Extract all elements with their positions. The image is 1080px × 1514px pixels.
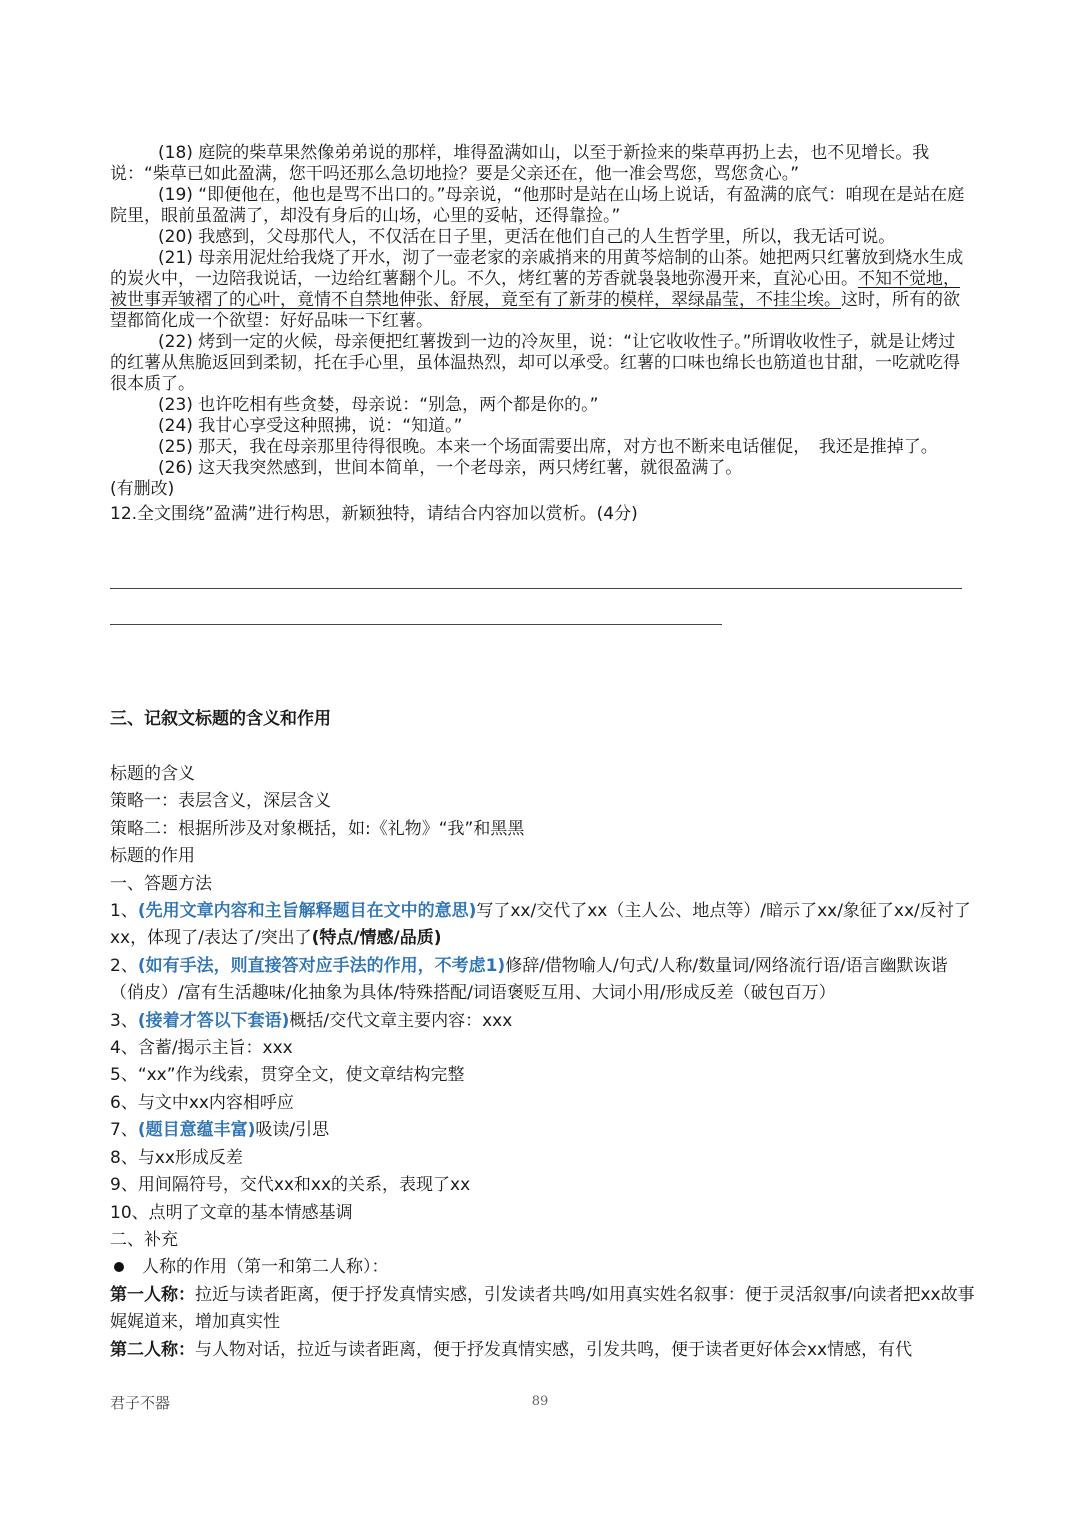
item-3-hint: (接着才答以下套语) (137, 1010, 290, 1031)
meaning-title: 标题的含义 (110, 764, 195, 784)
item-7-text: 吸读/引思 (255, 1120, 330, 1141)
paragraph-26: (26) 这天我突然感到，世间本简单，一个老母亲，两只烤红薯，就很盈满了。 (158, 458, 743, 478)
title-methods-list (110, 761, 980, 1364)
paragraph-24: (24) 我甘心享受这种照拂，说：“知道。” (158, 416, 463, 436)
item-3-text: 概括/交代文章主要内容：xxx (289, 1010, 513, 1031)
item-1-hint: (先用文章内容和主旨解释题目在文中的意思) (137, 901, 477, 922)
paragraph-21 (110, 248, 970, 332)
paragraph-22: (22) 烤到一定的火候，母亲便把红薯拨到一边的冷灰里，说：“让它收收性子。”所谓收收性子，就是让烤过的红薯从焦脆返回到柔韧，托在手心里，虽体温热烈，却可以承受。红薯的口味也绵长也筋道也甘甜，一吃就吃得很本质了。 (110, 332, 960, 394)
paragraph-25: (25) 那天，我在母亲那里待得很晚。本来一个场面需要出席，对方也不断来电话催促， 我还是推掉了。 (158, 437, 938, 457)
bullet-dot-icon (114, 1262, 124, 1272)
supplement-title: 二、补充 (110, 1229, 178, 1250)
paragraph-21-text-b: 这时，所有的欲望都简化成一个欲望：好好品味一下红薯。 (110, 290, 960, 331)
item-4: 4、含蓄/揭示主旨：xxx (110, 1038, 293, 1059)
strategy-1: 策略一：表层含义，深层含义 (110, 791, 331, 812)
item-1-number: 1、 (110, 901, 138, 922)
paragraph-21-underlined: 不知不觉地，被世事弄皱褶了的心叶，竟情不自禁地伸张、舒展，竟至有了新芽的模样，翠绿晶莹，不挂尘埃。 (110, 269, 960, 310)
second-person-text: 与人物对话，拉近与读者距离，便于抒发真情实感，引发共鸣，便于读者更好体会xx情感，有代 (195, 1339, 913, 1360)
page-number: 89 (531, 1394, 549, 1409)
edit-note: (有删改) (110, 479, 175, 499)
item-5: 5、“xx”作为线索，贯穿全文，使文章结构完整 (110, 1065, 465, 1086)
answer-line-1[interactable] (110, 588, 962, 589)
item-7-number: 7、 (110, 1120, 138, 1141)
paragraph-23: (23) 也许吃相有些贪婪，母亲说：“别急，两个都是你的。” (158, 395, 599, 415)
function-title: 标题的作用 (110, 846, 195, 867)
first-person-item (110, 1282, 980, 1337)
bullet-item (110, 1254, 980, 1281)
second-person-item (110, 1337, 980, 1364)
paragraph-21-text-a: (21) 母亲用泥灶给我烧了开水，沏了一壶老家的亲戚捎来的用黄芩焙制的山茶。她把两只红薯放到烧水生成的炭火中，一边陪我说话，一边给红薯翻个儿。不久，烤红薯的芳香就袅袅地弥漫开来，直沁心田。 (110, 248, 964, 289)
item-6: 6、与文中xx内容相呼应 (110, 1092, 294, 1113)
item-1-bold: (特点/情感/品质) (311, 928, 442, 949)
bullet-text: 人称的作用（第一和第二人称）： (142, 1257, 389, 1278)
paragraph-19: (19) “即便他在，他也是骂不出口的。”母亲说，“他那时是站在山场上说话，有盈满的底气：咱现在是站在庭院里，眼前虽盈满了，却没有身后的山场，心里的妥帖，还得靠捡。” (110, 185, 965, 226)
item-2 (110, 953, 980, 1008)
footer-motto: 君子不器 (110, 1394, 171, 1412)
item-9: 9、用间隔符号，交代xx和xx的关系，表现了xx (110, 1175, 471, 1196)
item-7-hint: (题目意蕴丰富) (137, 1120, 256, 1141)
question-12: 12.全文围绕”盈满”进行构思，新颖独特，请结合内容加以赏析。(4分) (110, 504, 638, 524)
item-3 (110, 1008, 980, 1035)
method-title: 一、答题方法 (110, 873, 212, 894)
item-2-number: 2、 (110, 955, 138, 976)
strategy-2: 策略二：根据所涉及对象概括，如:《礼物》“我”和黑黑 (110, 818, 525, 839)
first-person-text: 拉近与读者距离，便于抒发真情实感，引发读者共鸣/如用真实姓名叙事：便于灵活叙事/向读者把xx故事娓娓道来，增加真实性 (110, 1284, 975, 1333)
item-1 (110, 898, 980, 953)
item-8: 8、与xx形成反差 (110, 1147, 243, 1168)
item-7 (110, 1117, 980, 1144)
item-10: 10、点明了文章的基本情感基调 (110, 1202, 353, 1223)
item-2-text: 修辞/借物喻人/句式/人称/数量词/网络流行语/语言幽默诙谐（俏皮）/富有生活趣味/化抽象为具体/特殊搭配/词语褒贬互用、大词小用/形成反差（破包百万） (110, 955, 948, 1004)
item-3-number: 3、 (110, 1010, 138, 1031)
item-1-text: 写了xx/交代了xx（主人公、地点等）/暗示了xx/象征了xx/反衬了xx，体现了/表达了/突出了 (110, 901, 971, 949)
answer-line-2[interactable] (110, 624, 722, 625)
first-person-label: 第一人称： (110, 1284, 195, 1305)
section-heading: 三、记叙文标题的含义和作用 (110, 709, 331, 729)
item-2-hint: (如有手法，则直接答对应手法的作用，不考虑1) (137, 955, 506, 976)
second-person-label: 第二人称： (110, 1339, 195, 1360)
paragraph-20: (20) 我感到，父母那代人，不仅活在日子里，更活在他们自己的人生哲学里，所以，我无话可说。 (158, 227, 896, 247)
reading-passage (110, 143, 970, 525)
paragraph-18: (18) 庭院的柴草果然像弟弟说的那样，堆得盈满如山，以至于新捡来的柴草再扔上去，也不见增长。我说：“柴草已如此盈满，您干吗还那么急切地捡？要是父亲还在，他一准会骂您，骂您贪心。” (110, 143, 930, 184)
